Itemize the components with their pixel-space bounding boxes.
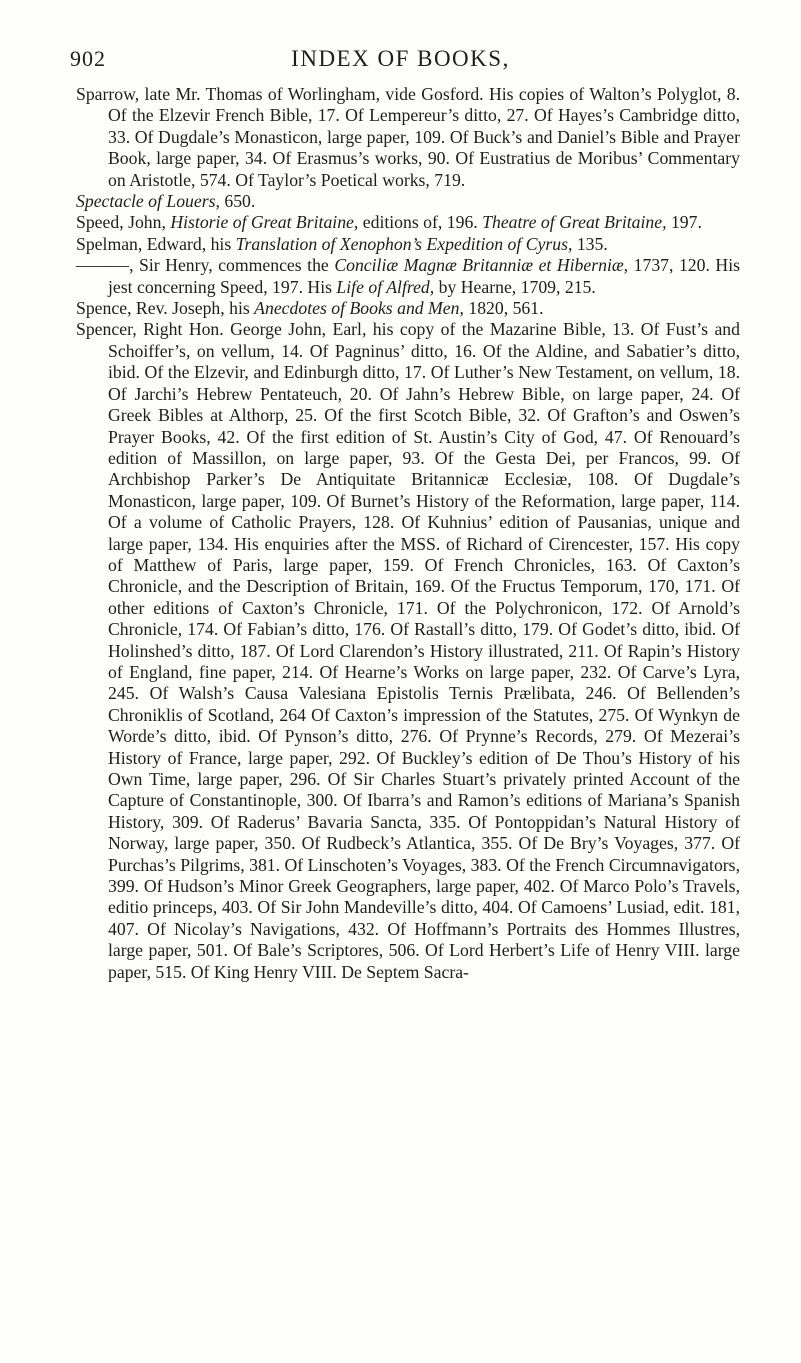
page-header [0, 16, 801, 71]
index-entry-spelman-henry [76, 255, 740, 298]
index-entry-spence [76, 298, 740, 319]
entry-text: Spencer, Right Hon. George John, Earl, his copy of the Mazarine Bible, 13. Of Fust’s and Schoiffer’s, on vellum, 14. Of Pagninus’ ditto, 16. Of the Aldine, and Sabatier’s ditto, ibid. Of the Elzevir, and Edinburgh ditto, 17. Of Luther’s New Testament, on vellum, 18. Of Jarchi’s Hebrew Pentateuch, 20. Of Jahn’s Hebrew Bible, on large paper, 24. Of Greek Bibles at Althorp, 25. Of the first Scotch Bible, 32. Of Grafton’s and Oswen’s Prayer Books, 42. Of the first edition of St. Austin’s City of God, 47. Of Renouard’s edition of Massillon, on large paper, 93. Of the Gesta Dei, per Francos, 99. Of Archbishop Parker’s De Antiquitate Britannicæ Ecclesiæ, 108. Of Dugdale’s Monasticon, large paper, 109. Of Burnet’s History of the Reformation, large paper, 114. Of a volume of Catholic Prayers, 128. Of Kuhnius’ edition of Pausanias, unique and large paper, 134. His enquiries after the MSS. of Richard of Cirencester, 157. His copy of Matthew of Paris, large paper, 159. Of French Chronicles, 163. Of Caxton’s Chronicle, and the Description of Britain, 169. Of the Fructus Temporum, 170, 171. Of other editions of Caxton’s Chronicle, 171. Of the Polychronicon, 172. Of Arnold’s Chronicle, 174. Of Fabian’s ditto, 176. Of Rastall’s ditto, 179. Of Godet’s ditto, ibid. Of Holinshed’s ditto, 187. Of Lord Clarendon’s History illustrated, 211. Of Rapin’s History of England, fine paper, 214. Of Hearne’s Works on large paper, 232. Of Carve’s Lyra, 245. Of Walsh’s Causa Valesiana Epistolis Ternis Prælibata, 246. Of Bellenden’s Chroniklis of Scotland, 264 Of Caxton’s impression of the Statutes, 275. Of Wynkyn de Worde’s ditto, ibid. Of Pynson’s ditto, 276. Of Prynne’s Records, 279. Of Mezerai’s History of France, large paper, 292. Of Buckley’s edition of De Thou’s History of his Own Time, large paper, 296. Of Sir Charles Stuart’s privately printed Account of the Capture of Constantinople, 300. Of Ibarra’s and Ramon’s editions of Mariana’s Spanish History, 309. Of Raderus’ Bavaria Sancta, 335. Of Pontoppidan’s Natural History of Norway, large paper, 350. Of Rudbeck’s Atlantica, 355. Of De Bry’s Voyages, 377. Of Purchas’s Pilgrims, 381. Of Linschoten’s Voyages, 383. Of the French Circumnavigators, 399. Of Hudson’s Minor Greek Geographers, large paper, 402. Of Marco Polo’s Travels, editio princeps, 403. Of Sir John Mandeville’s ditto, 404. Of Camoens’ Lusiad, edit. 181, 407. Of Nicolay’s Navigations, 432. Of Hoffmann’s Portraits des Hommes Illustres, large paper, 501. Of Bale’s Scriptores, 506. Of Lord Herbert’s Life of Henry VIII. large paper, 515. Of King Henry VIII. De Septem Sacra- [76, 319, 740, 982]
entry-title: Life of Alfred, [336, 276, 435, 297]
index-entry-sparrow [76, 84, 740, 191]
entry-text: Spence, Rev. Joseph, his [76, 298, 255, 319]
entry-title: Historie of Great Britaine, [170, 212, 359, 233]
entry-title: Conciliæ Magnæ Britanniæ et Hiberniæ, [334, 255, 629, 276]
index-entry-spelman-edward [76, 234, 740, 255]
entry-text: 197. [666, 212, 702, 233]
entry-text: ———, Sir Henry, commences the [76, 255, 335, 276]
entry-title: Theatre of Great Britaine, [482, 212, 667, 233]
running-head: INDEX OF BOOKS, [291, 46, 510, 71]
entry-text: Sparrow, late Mr. Thomas of Worlingham, vide Gosford. His copies of Walton’s Polyglot, 8. Of the Elzevir French Bible, 17. Of Lempereur’s ditto, 27. Of Hayes’s Cambridge ditto, 33. Of Dugdale’s Monasticon, large paper, 109. Of Buck’s and Daniel’s Bible and Prayer Book, large paper, 34. Of Erasmus’s works, 90. Of Eustratius de Moribus’ Commentary on Aristotle, 574. Of Taylor’s Poetical works, 719. [76, 84, 740, 190]
index-entry-spencer [76, 319, 740, 983]
entry-text: Speed, John, [76, 212, 171, 233]
entry-text: 650. [219, 191, 256, 212]
entry-text: Spelman, Edward, his [76, 233, 236, 254]
index-entries [76, 84, 740, 983]
index-entry-speed [76, 212, 740, 233]
entry-title: Anecdotes of Books and Men, [254, 298, 464, 319]
index-entry-spectacle-of-louers [76, 191, 740, 212]
entry-title: Translation of Xenophon’s Expedition of Cyrus, [235, 233, 573, 254]
entry-text: editions of, 196. [358, 212, 483, 233]
entry-text: by Hearne, 1709, 215. [434, 276, 596, 297]
entry-title: Spectacle of Louers, [76, 191, 220, 212]
page-number: 902 [70, 46, 106, 71]
entry-text: 1737, 120. His jest concerning Speed, 197. His [108, 255, 740, 297]
entry-text: 135. [572, 233, 608, 254]
entry-text: 1820, 561. [463, 298, 544, 319]
